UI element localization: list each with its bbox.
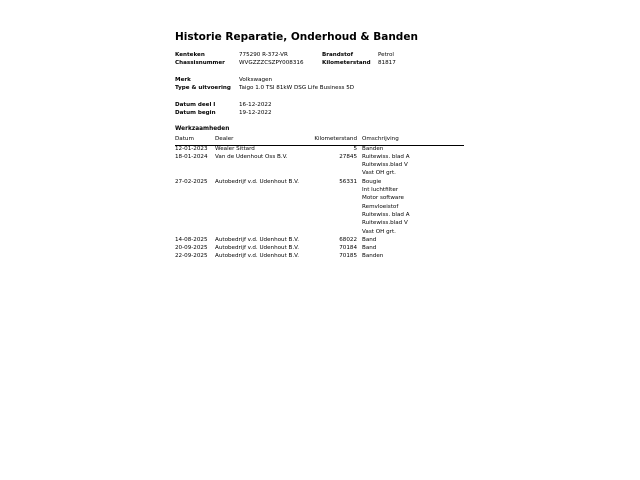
row-dealer: Autobedrijf v.d. Udenhout B.V.: [215, 253, 300, 260]
kenteken-value: 775290 R-372-VR: [239, 52, 288, 58]
merk-label: Merk: [175, 77, 191, 83]
row-omschrijving: Banden: [362, 253, 384, 260]
row-datum: 12-01-2023: [175, 145, 208, 152]
row-kilometerstand: 5: [353, 145, 357, 152]
row-kilometerstand: 70185: [339, 253, 357, 260]
row-omschrijving: Ruitewiss.blad V: [362, 162, 408, 169]
row-dealer: Autobedrijf v.d. Udenhout B.V.: [215, 245, 300, 252]
row-kilometerstand: 27845: [339, 153, 357, 160]
row-kilometerstand: 70184: [339, 245, 357, 252]
row-datum: 18-01-2024: [175, 153, 208, 160]
km-value: 81817: [378, 60, 396, 66]
row-omschrijving: Int luchtfilter: [362, 187, 399, 193]
header-dealer: Dealer: [215, 136, 234, 142]
row-dealer: Autobedrijf v.d. Udenhout B.V.: [215, 178, 300, 185]
chassis-value: WVGZZZCSZPY008316: [239, 60, 304, 66]
row-datum: 20-09-2025: [175, 245, 208, 252]
page-title: Historie Reparatie, Onderhoud & Banden: [175, 31, 418, 43]
header-kilometerstand: Kilometerstand: [314, 136, 357, 142]
type-value: Taigo 1.0 TSI 81kW DSG Life Business 5D: [239, 85, 355, 91]
row-datum: 22-09-2025: [175, 253, 208, 260]
header-datum: Datum: [175, 136, 194, 142]
row-omschrijving: Banden: [362, 145, 384, 152]
brandstof-value: Petrol: [378, 52, 394, 58]
type-label: Type & uitvoering: [175, 85, 231, 91]
chassis-label: Chassisnummer: [175, 60, 225, 66]
row-datum: 14-08-2025: [175, 236, 208, 243]
row-dealer: Wealer Sittard: [215, 145, 255, 152]
row-omschrijving: Band: [362, 245, 377, 252]
row-omschrijving: Ruitewiss. blad A: [362, 211, 410, 218]
header-omschrijving: Omschrijving: [362, 136, 399, 142]
row-omschrijving: Vast OH grt.: [362, 228, 396, 235]
werkzaamheden-title: Werkzaamheden: [175, 126, 230, 132]
datum-begin-label: Datum begin: [175, 110, 216, 116]
row-omschrijving: Remvloeistof: [362, 203, 399, 210]
datum-begin-value: 19-12-2022: [239, 110, 272, 116]
km-label: Kilometerstand: [322, 60, 371, 66]
row-dealer: Autobedrijf v.d. Udenhout B.V.: [215, 236, 300, 243]
row-omschrijving: Ruitewiss.blad V: [362, 220, 408, 227]
row-kilometerstand: 68022: [339, 236, 357, 243]
row-kilometerstand: 56331: [339, 178, 357, 185]
brandstof-label: Brandstof: [322, 52, 354, 58]
row-omschrijving: Bougie: [362, 178, 382, 185]
datum-deel-label: Datum deel I: [175, 102, 216, 108]
row-dealer: Van de Udenhout Oss B.V.: [215, 153, 288, 160]
merk-value: Volkswagen: [239, 77, 273, 83]
row-omschrijving: Band: [362, 236, 377, 243]
row-omschrijving: Vast OH grt.: [362, 170, 396, 177]
datum-deel-value: 16-12-2022: [239, 102, 272, 108]
row-omschrijving: Ruitewiss. blad A: [362, 153, 410, 160]
row-datum: 27-02-2025: [175, 178, 208, 185]
row-omschrijving: Motor software: [362, 195, 404, 202]
kenteken-label: Kenteken: [175, 52, 205, 58]
